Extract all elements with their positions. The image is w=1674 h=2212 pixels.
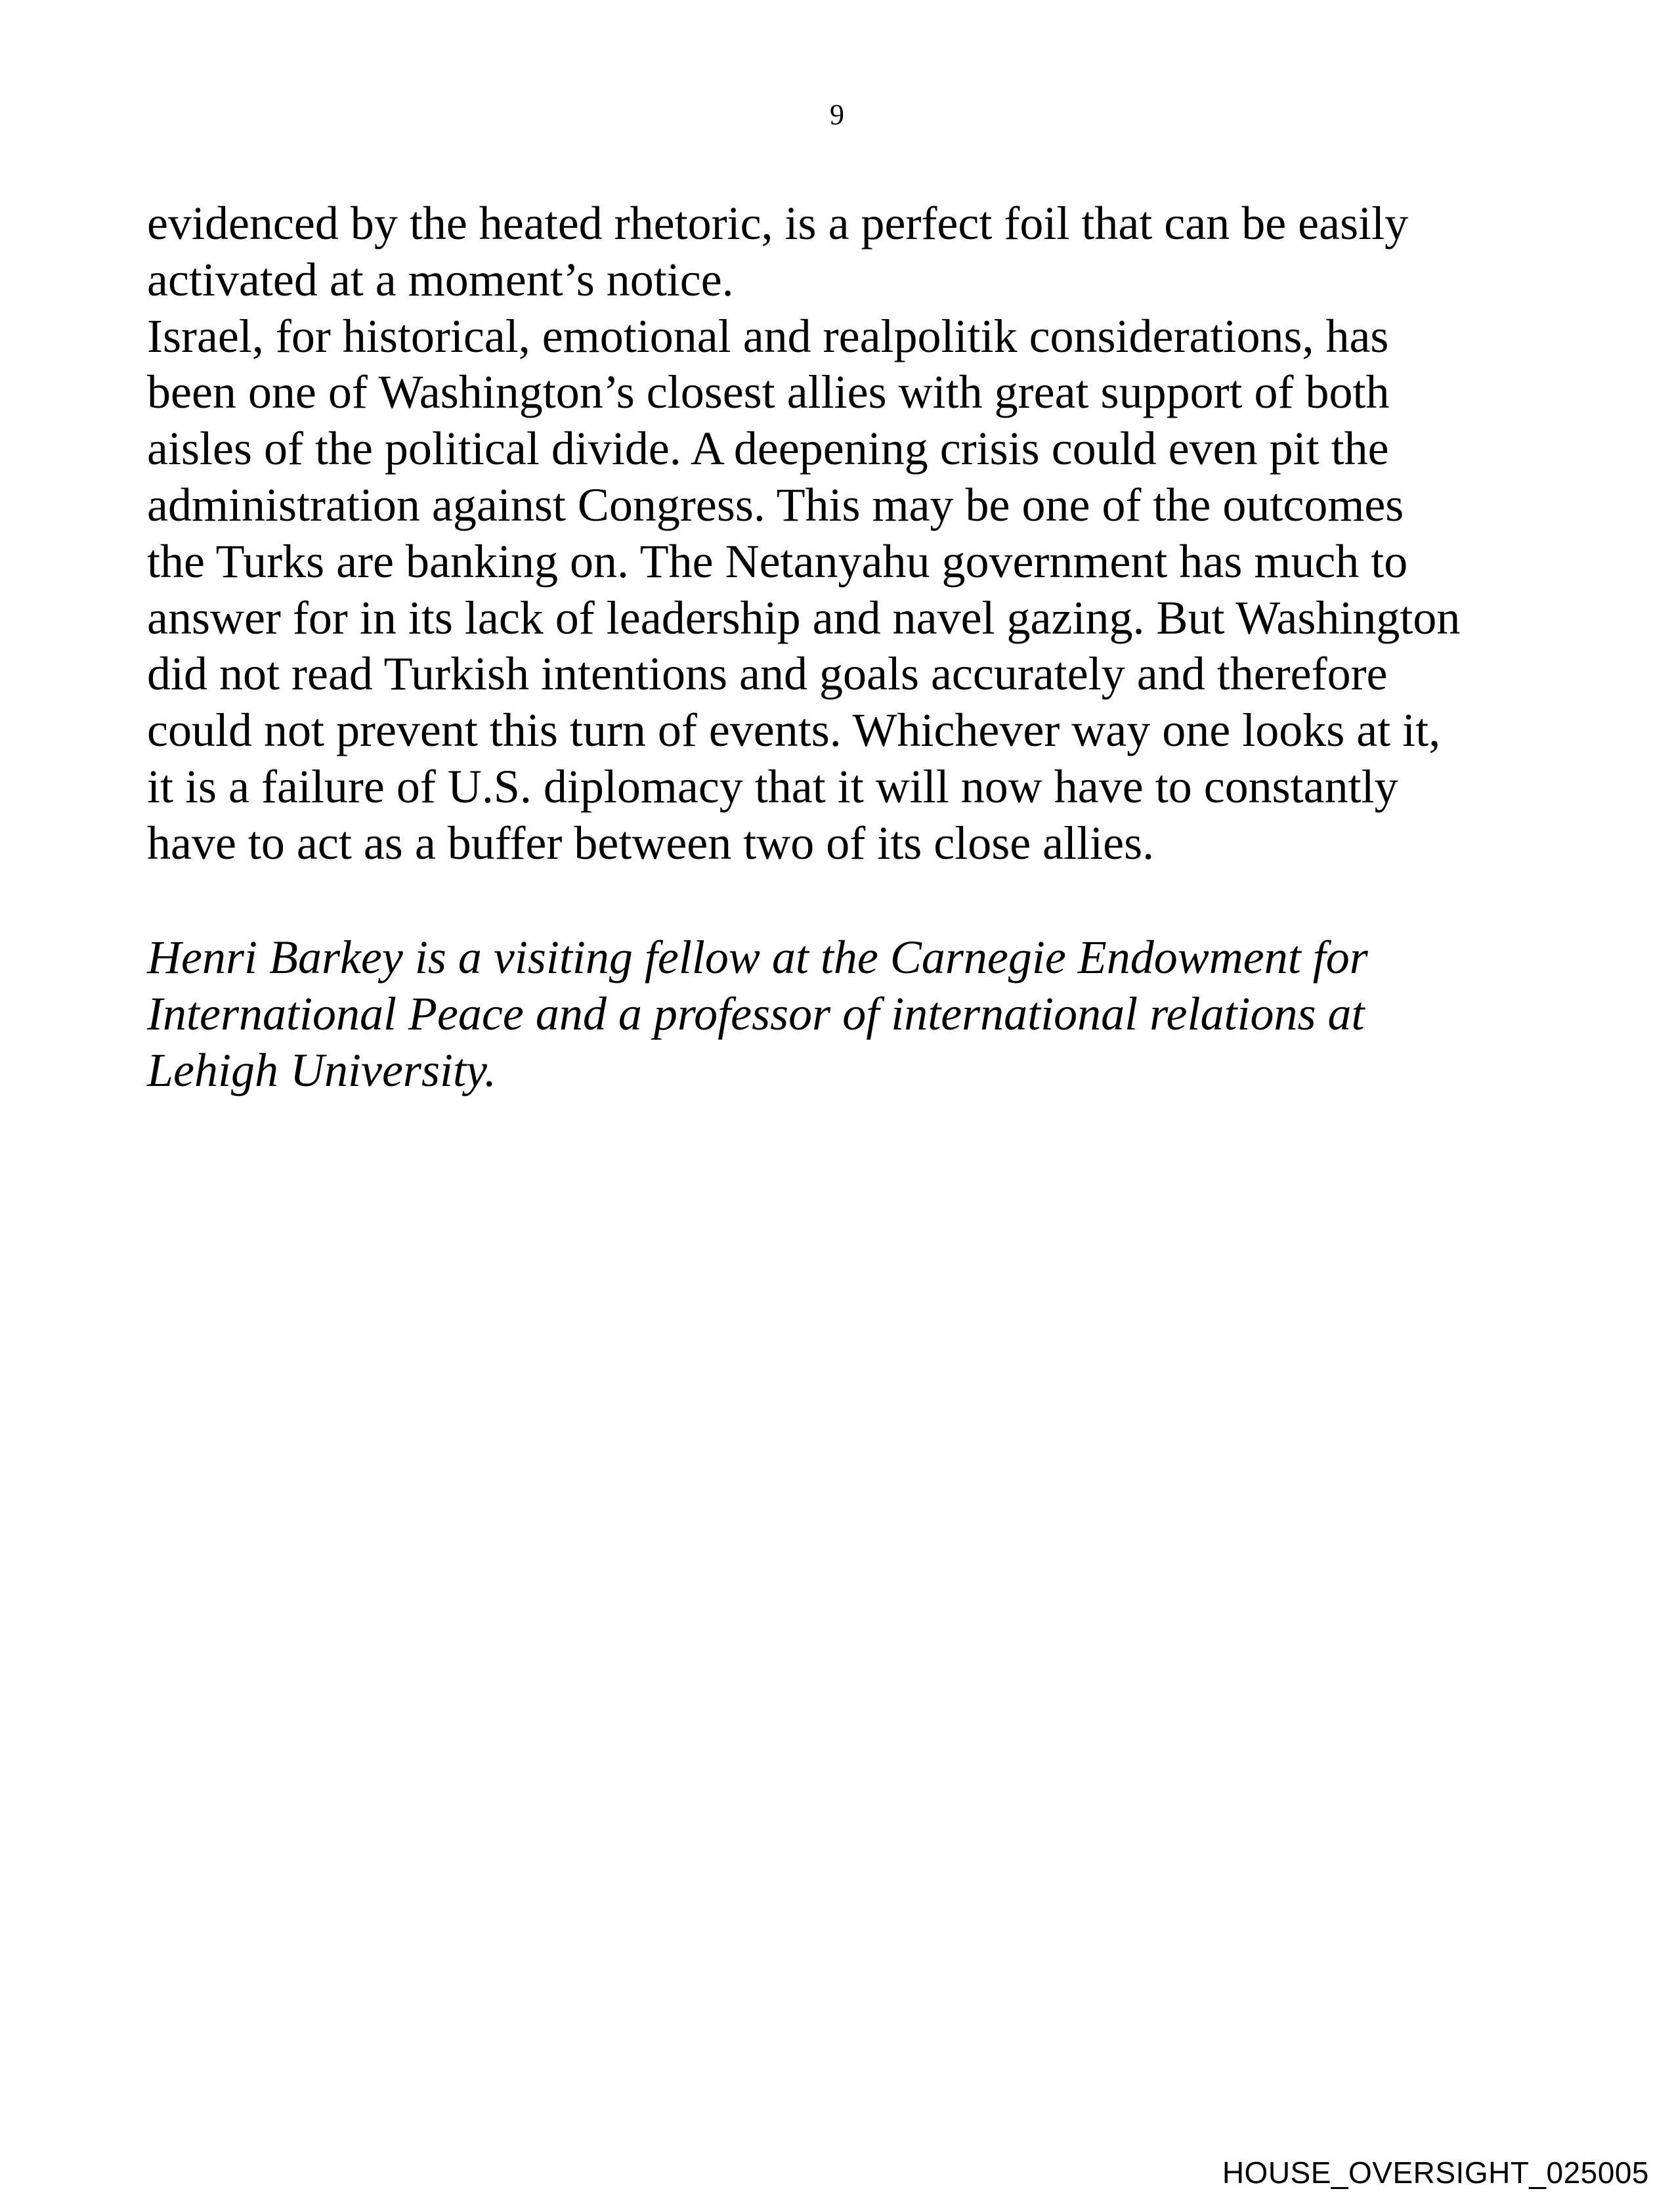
bates-stamp: HOUSE_OVERSIGHT_025005: [1222, 2156, 1649, 2190]
body-line: been one of Washington’s closest allies with great support of both: [147, 366, 1390, 419]
body-line: answer for in its lack of leadership and navel gazing. But Washington: [147, 591, 1461, 644]
body-line: the Turks are banking on. The Netanyahu government has much to: [147, 534, 1408, 588]
body-line: did not read Turkish intentions and goals accurately and therefore: [147, 647, 1388, 701]
bio-line: International Peace and a professor of international relations at: [147, 987, 1365, 1040]
body-line: activated at a moment’s notice.: [147, 253, 734, 306]
bio-line: Lehigh University.: [147, 1043, 496, 1096]
article-body: [147, 196, 1558, 872]
author-bio: [147, 930, 1558, 1098]
body-line: aisles of the political divide. A deepening crisis could even pit the: [147, 422, 1389, 475]
bio-line: Henri Barkey is a visiting fellow at the Carnegie Endowment for: [147, 931, 1368, 984]
body-line: have to act as a buffer between two of its close allies.: [147, 816, 1155, 869]
body-line: could not prevent this turn of events. Whichever way one looks at it,: [147, 704, 1441, 757]
body-line: it is a failure of U.S. diplomacy that it will now have to constantly: [147, 760, 1398, 813]
body-line: evidenced by the heated rhetoric, is a perfect foil that can be easily: [147, 197, 1409, 249]
page-number: 9: [830, 98, 844, 131]
body-line: administration against Congress. This may be one of the outcomes: [147, 478, 1404, 531]
body-line: Israel, for historical, emotional and realpolitik considerations, has: [147, 309, 1389, 362]
